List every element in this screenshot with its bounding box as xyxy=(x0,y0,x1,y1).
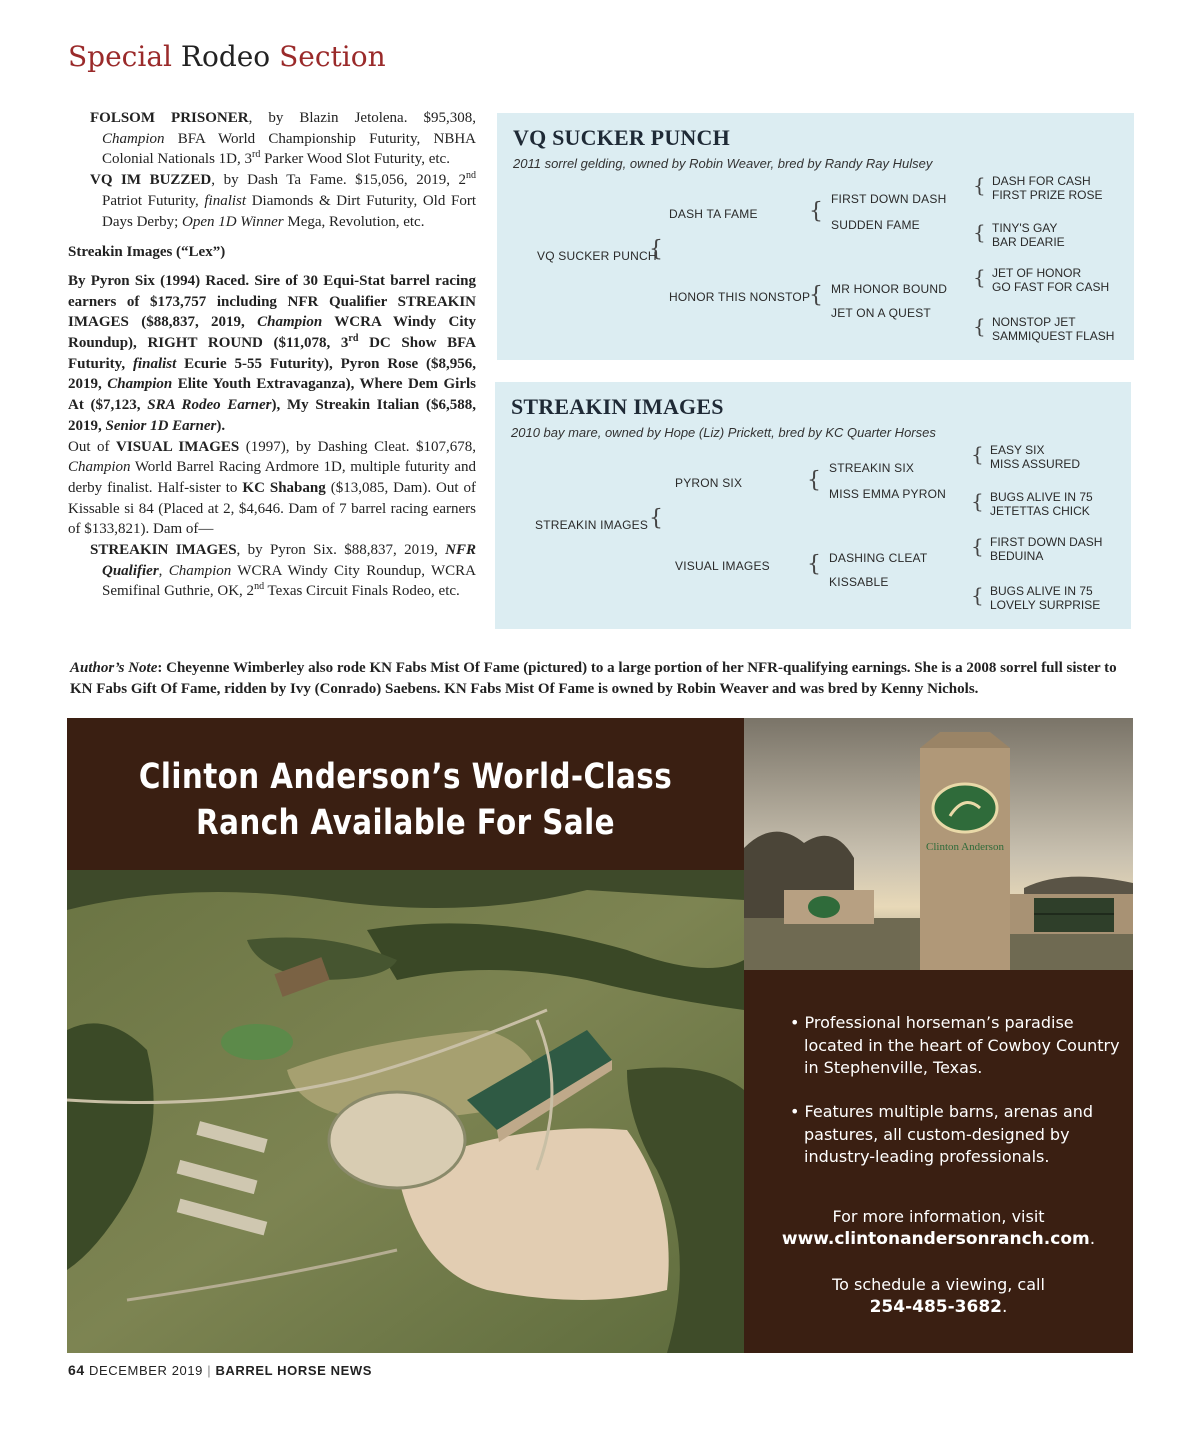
text: SAMMIQUEST FLASH xyxy=(992,329,1115,343)
pedigree-sire: PYRON SIX xyxy=(675,476,743,490)
text: WCRA Windy City Roundup, WCRA Semifinal Guthrie, OK, 2 xyxy=(102,562,476,600)
ad-phone[interactable]: 254-485-3682. xyxy=(869,1297,1008,1317)
text-italic: Champion xyxy=(257,314,323,331)
text-italic: SRA Rodeo Earner xyxy=(147,397,272,414)
text: Ecurie 5-55 Futurity), Pyron Rose ($8,956, 2019, xyxy=(68,355,476,393)
text: GO FAST FOR CASH xyxy=(992,280,1110,294)
aerial-ranch-photo xyxy=(67,870,744,1353)
pedigree-horse: STREAKIN IMAGES xyxy=(535,518,649,532)
ad-phone-text[interactable]: 254-485-3682 xyxy=(869,1297,1002,1317)
text: (1997), by Dashing Cleat. $107,678, xyxy=(239,438,477,455)
text-bold-italic: NFR Qualifier xyxy=(102,542,476,579)
ad-info-panel xyxy=(744,970,1133,1353)
pedigree-gp-2 xyxy=(992,221,1065,249)
footer-publication: BARREL HORSE NEWS xyxy=(215,1363,373,1378)
text: NONSTOP JET xyxy=(992,315,1076,329)
ad-headline xyxy=(121,754,690,846)
ad-website-link[interactable]: www.clintonandersonranch.com. xyxy=(781,1229,1096,1249)
text: WCRA Windy City Roundup), RIGHT ROUND ($11,078, 3 xyxy=(68,314,476,352)
brace-icon: { xyxy=(971,534,984,558)
superscript: rd xyxy=(348,333,359,345)
section-header xyxy=(68,40,386,73)
brace-icon: { xyxy=(973,265,986,289)
ad-schedule-line: To schedule a viewing, call xyxy=(832,1275,1045,1294)
text: Out of xyxy=(68,438,117,455)
text: ), My Streakin Italian ($6,588, 2019, xyxy=(68,397,476,434)
pedigree-subtitle: 2011 sorrel gelding, owned by Robin Weaver, bred by Randy Ray Hulsey xyxy=(513,156,933,171)
pedigree-title: VQ SUCKER PUNCH xyxy=(513,125,730,150)
page-footer xyxy=(68,1362,372,1378)
text: FIRST DOWN DASH xyxy=(990,535,1103,549)
pedigree-dam-dam: JET ON A QUEST xyxy=(831,306,931,320)
brace-icon: { xyxy=(649,506,663,531)
pedigree-sire-dam: SUDDEN FAME xyxy=(831,218,920,232)
pedigree-box-vq-sucker-punch xyxy=(497,113,1134,360)
brace-icon: { xyxy=(971,489,984,513)
page-number: 64 xyxy=(68,1362,85,1378)
text-bold: KC Shabang xyxy=(242,479,326,496)
text: EASY SIX xyxy=(990,443,1045,457)
text-italic: Senior 1D Earner xyxy=(105,417,217,434)
header-word-special: Special xyxy=(68,40,172,73)
entry-folsom-prisoner xyxy=(68,108,476,170)
ranch-gate-photo xyxy=(744,718,1133,970)
text: BFA World Championship Futurity, NBHA Colonial Nationals 1D, 3 xyxy=(102,130,476,168)
ad-title-panel xyxy=(67,718,744,870)
pedigree-subtitle: 2010 bay mare, owned by Hope (Liz) Prickett, bred by KC Quarter Horses xyxy=(511,425,936,440)
text-bold: VISUAL IMAGES xyxy=(116,438,240,455)
brace-icon: { xyxy=(807,468,821,493)
pedigree-dam-sire: DASHING CLEAT xyxy=(829,551,928,565)
brace-icon: { xyxy=(973,173,986,197)
pedigree-gp-4 xyxy=(990,584,1100,612)
brace-icon: { xyxy=(971,583,984,607)
text: BUGS ALIVE IN 75 xyxy=(990,490,1093,504)
text-italic: Champion xyxy=(168,562,232,579)
text: Parker Wood Slot Futurity, etc. xyxy=(260,151,450,168)
text-italic: Open 1D Winner xyxy=(181,213,284,230)
text: , by Blazin Jetolena. $95,308, xyxy=(248,110,477,126)
text: , xyxy=(158,562,169,579)
entry-vq-im-buzzed xyxy=(68,170,476,232)
text-italic: Champion xyxy=(102,130,165,147)
brace-icon: { xyxy=(809,283,823,308)
text: DC Show BFA Futurity, xyxy=(68,335,476,372)
text: BAR DEARIE xyxy=(992,235,1065,249)
brace-icon: { xyxy=(973,314,986,338)
sire-paragraph xyxy=(68,271,476,437)
brace-icon: { xyxy=(809,199,823,224)
subheading-streakin-images: Streakin Images (“Lex”) xyxy=(68,244,226,261)
superscript: nd xyxy=(254,581,265,593)
text: , by Pyron Six. $88,837, 2019, xyxy=(236,542,446,559)
ad-headline-line: Ranch Available For Sale xyxy=(196,803,615,843)
pedigree-sire-sire: STREAKIN SIX xyxy=(829,461,915,475)
pedigree-title: STREAKIN IMAGES xyxy=(511,394,724,419)
ad-info-line: For more information, visit xyxy=(832,1207,1045,1226)
aerial-ranch-image xyxy=(67,870,744,1353)
pedigree-sire-sire: FIRST DOWN DASH xyxy=(831,192,947,206)
text: , by Dash Ta Fame. $15,056, 2019, 2 xyxy=(211,172,467,189)
pedigree-gp-2 xyxy=(990,490,1093,518)
horse-name: STREAKIN IMAGES xyxy=(90,542,237,559)
text: JET OF HONOR xyxy=(992,266,1082,280)
pedigree-gp-1 xyxy=(992,174,1102,202)
text: FIRST PRIZE ROSE xyxy=(992,188,1103,202)
pedigree-dam: HONOR THIS NONSTOP xyxy=(669,290,811,304)
text: Texas Circuit Finals Rodeo, etc. xyxy=(264,583,460,600)
brace-icon: { xyxy=(973,220,986,244)
text: World Barrel Racing Ardmore 1D, multiple futurity and derby finalist. Half-sister to xyxy=(68,459,476,496)
text: BUGS ALIVE IN 75 xyxy=(990,584,1093,598)
text-italic: finalist xyxy=(204,192,247,209)
superscript: nd xyxy=(466,170,477,182)
pedigree-gp-3 xyxy=(990,535,1102,563)
author-note-label: Author’s Note xyxy=(70,660,158,676)
text: MISS ASSURED xyxy=(990,457,1081,471)
pedigree-sire-dam: MISS EMMA PYRON xyxy=(829,487,947,501)
ad-bullet-2: • Features multiple barns, arenas and pastures, all custom-designed by industry-leading professionals. xyxy=(790,1102,1094,1166)
pedigree-gp-1 xyxy=(990,443,1080,471)
text: BEDUINA xyxy=(990,549,1044,563)
footer-date: DECEMBER 2019 xyxy=(89,1363,204,1378)
horse-name: FOLSOM PRISONER xyxy=(90,110,249,126)
dam-paragraph xyxy=(68,437,476,541)
text: JETETTAS CHICK xyxy=(990,504,1090,518)
text: DASH FOR CASH xyxy=(992,174,1091,188)
article-left-column xyxy=(68,108,476,602)
ad-headline-line: Clinton Anderson’s World-Class xyxy=(138,757,673,797)
author-note xyxy=(70,658,1132,700)
horse-name: VQ IM BUZZED xyxy=(90,172,212,189)
ranch-gate-image xyxy=(744,718,1133,970)
text: ). xyxy=(216,417,226,434)
pedigree-dam: VISUAL IMAGES xyxy=(675,559,770,573)
text: TINY'S GAY xyxy=(992,221,1058,235)
pedigree-gp-4 xyxy=(992,315,1114,343)
brace-icon: { xyxy=(649,237,663,262)
ad-website-text[interactable]: www.clintonandersonranch.com xyxy=(781,1229,1090,1249)
header-word-rodeo: Rodeo xyxy=(180,40,271,73)
brace-icon: { xyxy=(807,552,821,577)
pedigree-dam-dam: KISSABLE xyxy=(829,575,889,589)
text: Patriot Futurity, xyxy=(102,192,205,209)
text-italic: Champion xyxy=(107,376,173,393)
text: Elite Youth Extravaganza), Where Dem Girls At ($7,123, xyxy=(68,376,476,414)
pedigree-sire: DASH TA FAME xyxy=(669,207,758,221)
text: LOVELY SURPRISE xyxy=(990,598,1101,612)
pedigree-dam-sire: MR HONOR BOUND xyxy=(831,282,948,296)
author-note-text: : Cheyenne Wimberley also rode KN Fabs Mist Of Fame (pictured) to a large portion of her NFR-qualifying earnings. She is a 2008 sorrel full sister to KN Fabs Gift Of Fame, ridden by Ivy (Conrado) Saebens. KN Fabs Mist Of Fame is owned by Robin Weaver and was bred by Kenny Nichols. xyxy=(70,660,1117,697)
footer-separator: | xyxy=(207,1363,212,1378)
entry-streakin-images xyxy=(68,540,476,602)
text: Diamonds & Dirt Futurity, Old Fort Days Derby; xyxy=(102,192,476,230)
text: Mega, Revolution, etc. xyxy=(283,213,425,230)
ad-bullet-1: • Professional horseman’s paradise located in the heart of Cowboy Country in Stephenville, Texas. xyxy=(790,1013,1120,1077)
brace-icon: { xyxy=(971,442,984,466)
superscript: rd xyxy=(252,149,261,161)
text-italic: finalist xyxy=(132,355,177,372)
pedigree-horse: VQ SUCKER PUNCH xyxy=(537,249,657,263)
text: ($13,085, Dam). Out of Kissable si 84 (Placed at 2, $4,646. Dam of 7 barrel racing earners of $133,821). Dam of— xyxy=(68,479,476,538)
pedigree-box-streakin-images xyxy=(495,382,1131,629)
text-italic: Champion xyxy=(68,459,131,476)
header-word-section: Section xyxy=(279,40,386,73)
gate-sign-text: Clinton Anderson xyxy=(926,841,1004,853)
text: By Pyron Six (1994) Raced. Sire of 30 Equi-Stat barrel racing earners of $173,757 including NFR Qualifier STREAKIN IMAGES ($88,837, 2019, xyxy=(68,272,476,331)
pedigree-gp-3 xyxy=(992,266,1109,294)
